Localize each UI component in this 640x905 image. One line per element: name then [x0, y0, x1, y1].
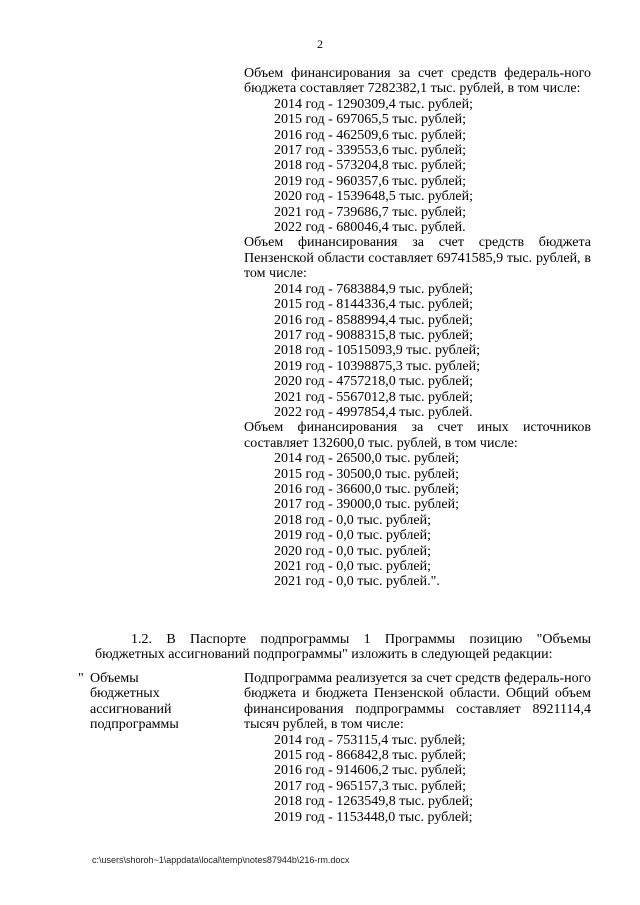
year-amount-line: 2017 год - 339553,6 тыс. рублей; — [274, 143, 467, 159]
federal-year-list — [244, 97, 591, 236]
year-amount-line: 2018 год - 0,0 тыс. рублей; — [274, 512, 432, 528]
year-amount-line: 2014 год - 753115,4 тыс. рублей; — [274, 732, 466, 748]
funding-block — [244, 66, 591, 590]
year-amount-line: 2017 год - 39000,0 тыс. рублей; — [274, 497, 460, 513]
year-amount-line: 2018 год - 1263549,8 тыс. рублей; — [274, 794, 474, 810]
year-amount-line: 2019 год - 960357,6 тыс. рублей; — [274, 173, 467, 189]
year-amount-line: 2019 год - 10398875,3 тыс. рублей; — [274, 358, 481, 374]
year-amount-line: 2016 год - 36600,0 тыс. рублей; — [274, 481, 460, 497]
section-heading-line2: бюджетных ассигнований подпрограммы" изложить в следующей редакции: — [95, 647, 553, 663]
year-amount-line: 2015 год - 30500,0 тыс. рублей; — [274, 466, 460, 482]
passport-label-line: Объемы — [90, 671, 139, 686]
section-heading — [95, 632, 591, 663]
year-amount-line: 2017 год - 965157,3 тыс. рублей; — [274, 778, 467, 794]
year-amount-line: 2014 год - 26500,0 тыс. рублей; — [274, 451, 460, 467]
year-amount-line: 2018 год - 10515093,9 тыс. рублей; — [274, 343, 481, 359]
year-amount-line: 2021 год - 739686,7 тыс. рублей; — [274, 204, 467, 220]
regional-intro: Объем финансирования за счет средств бюджета Пензенской области составляет 69741585,9 тыс. рублей, в том числе: — [244, 235, 591, 282]
passport-label — [78, 671, 232, 733]
year-amount-line: 2021 год - 5567012,8 тыс. рублей; — [274, 389, 474, 405]
regional-year-list — [244, 282, 591, 421]
federal-intro: Объем финансирования за счет средств федераль-ного бюджета составляет 7282382,1 тыс. рублей, в том числе: — [244, 66, 591, 97]
year-amount-line: 2021 год - 0,0 тыс. рублей; — [274, 559, 432, 574]
opening-quote: " — [78, 671, 84, 686]
passport-year-list — [244, 733, 591, 825]
footer-file-path: c:\users\shoroh~1\appdata\local\temp\notes87944b\216-rm.docx — [92, 855, 350, 865]
year-amount-line: 2022 год - 4997854,4 тыс. рублей. — [274, 404, 473, 420]
year-amount-line: 2020 год - 4757218,0 тыс. рублей; — [274, 374, 474, 390]
year-amount-line: 2014 год - 1290309,4 тыс. рублей; — [274, 96, 474, 112]
year-amount-line: 2014 год - 7683884,9 тыс. рублей; — [274, 281, 474, 297]
year-amount-line: 2021 год - 0,0 тыс. рублей.". — [274, 574, 440, 590]
year-amount-line: 2019 год - 1153448,0 тыс. рублей; — [274, 809, 473, 825]
year-amount-line: 2016 год - 914606,2 тыс. рублей; — [274, 763, 467, 779]
year-amount-line: 2016 год - 462509,6 тыс. рублей; — [274, 127, 467, 143]
year-amount-line: 2015 год - 866842,8 тыс. рублей; — [274, 748, 467, 764]
passport-label-line: подпрограммы — [90, 717, 179, 733]
year-amount-line: 2022 год - 680046,4 тыс. рублей. — [274, 220, 466, 236]
year-amount-line: 2020 год - 1539648,5 тыс. рублей; — [274, 189, 474, 205]
page-number: 2 — [317, 37, 323, 51]
passport-label-line: бюджетных — [90, 686, 160, 702]
year-amount-line: 2016 год - 8588994,4 тыс. рублей; — [274, 312, 474, 328]
year-amount-line: 2017 год - 9088315,8 тыс. рублей; — [274, 327, 474, 343]
passport-intro: Подпрограмма реализуется за счет средств федераль-ного бюджета и бюджета Пензенской области. Общий объем финансирования подпрограммы составляет 8921114,4 тысяч рублей, в том числе: — [244, 671, 591, 733]
year-amount-line: 2019 год - 0,0 тыс. рублей; — [274, 528, 432, 544]
year-amount-line: 2015 год - 697065,5 тыс. рублей; — [274, 112, 467, 128]
passport-funding-block — [244, 671, 591, 825]
year-amount-line: 2015 год - 8144336,4 тыс. рублей; — [274, 297, 474, 313]
passport-label-line: ассигнований — [90, 701, 172, 717]
section-heading-line1: 1.2. В Паспорте подпрограммы 1 Программы позицию "Объемы — [131, 632, 591, 647]
year-amount-line: 2018 год - 573204,8 тыс. рублей; — [274, 158, 467, 174]
other-year-list — [244, 451, 591, 590]
other-intro: Объем финансирования за счет иных источников составляет 132600,0 тыс. рублей, в том числе: — [244, 420, 591, 451]
year-amount-line: 2020 год - 0,0 тыс. рублей; — [274, 543, 432, 559]
